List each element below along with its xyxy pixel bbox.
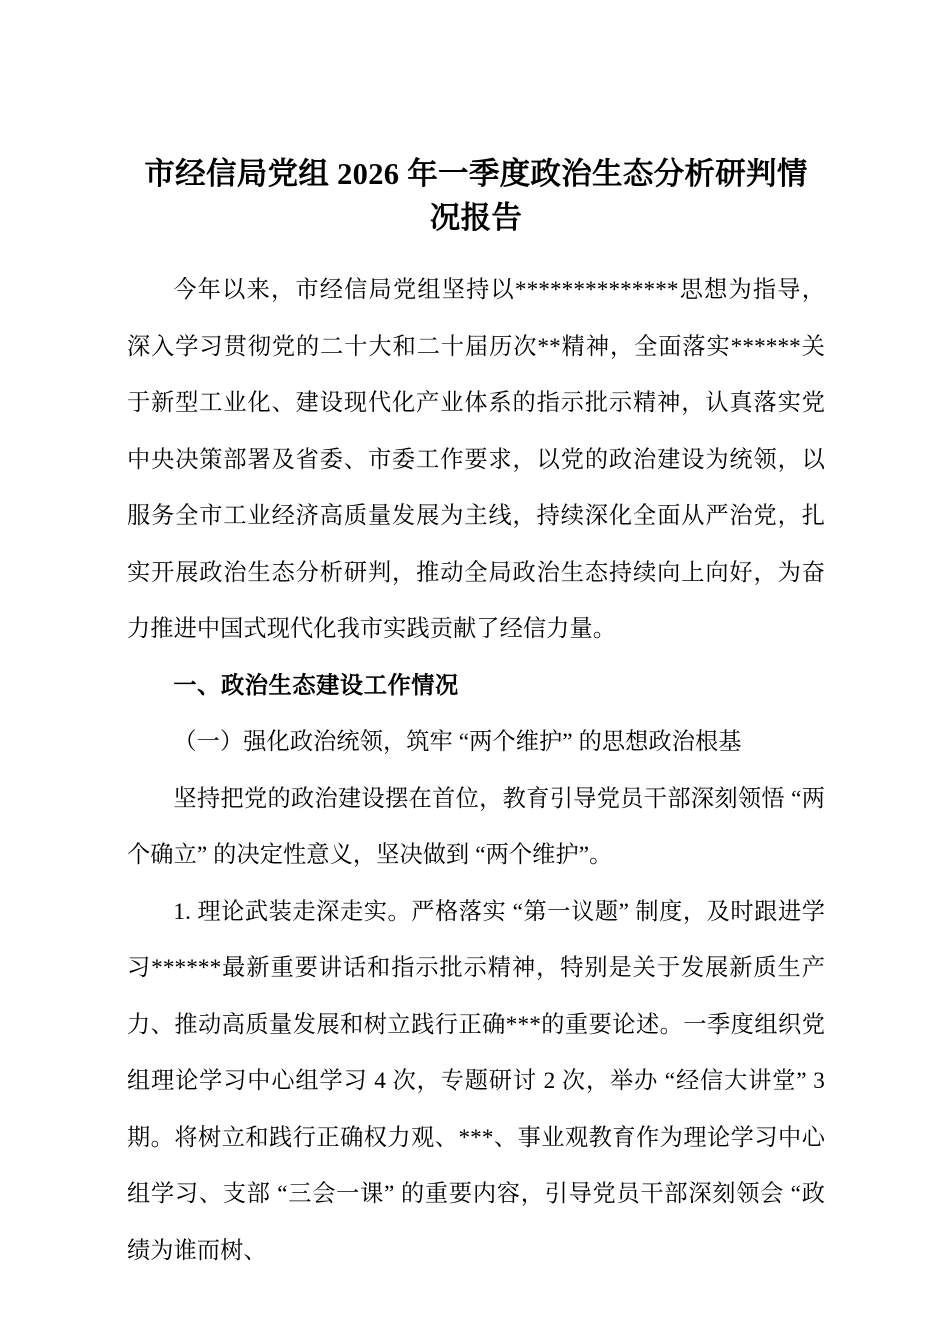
document-content — [127, 152, 825, 1279]
section-heading-1: 一、政治生态建设工作情况 — [173, 672, 459, 699]
subsection-1-1-intro: 坚持把党的政治建设摆在首位，教育引导党员干部深刻领悟 “两个确立” 的决定性意义，坚决做到 “两个维护”。 — [127, 785, 825, 868]
item-1-theory-arming: 1. 理论武装走深走实。严格落实 “第一议题” 制度，及时跟进学习******最新重要讲话和指示批示精神，特别是关于发展新质生产力、推动高质量发展和树立践行正确***的重要论述。一季度组织党组理论学习中心组学习 4 次，专题研讨 2 次，举办 “经信大讲堂” 3 期。将树立和践行正确权力观、***、事业观教育作为理论学习中心组学习、支部 “三会一课” 的重要内容，引导党员干部深刻领会 “政绩为谁而树、 — [127, 898, 825, 1264]
page-title: 市经信局党组 2026 年一季度政治生态分析研判情况报告 — [144, 157, 808, 235]
subsection-heading-1-1: （一）强化政治统领，筑牢 “两个维护” 的思想政治根基 — [173, 729, 742, 755]
opening-paragraph: 今年以来，市经信局党组坚持以**************思想为指导，深入学习贯彻党的二十大和二十届历次**精神，全面落实******关于新型工业化、建设现代化产业体系的指示批示精神，认真落实党中央决策部署及省委、市委工作要求，以党的政治建设为统领，以服务全市工业经济高质量发展为主线，持续深化全面从严治党，扎实开展政治生态分析研判，推动全局政治生态持续向上向好，为奋力推进中国式现代化我市实践贡献了经信力量。 — [127, 277, 825, 642]
